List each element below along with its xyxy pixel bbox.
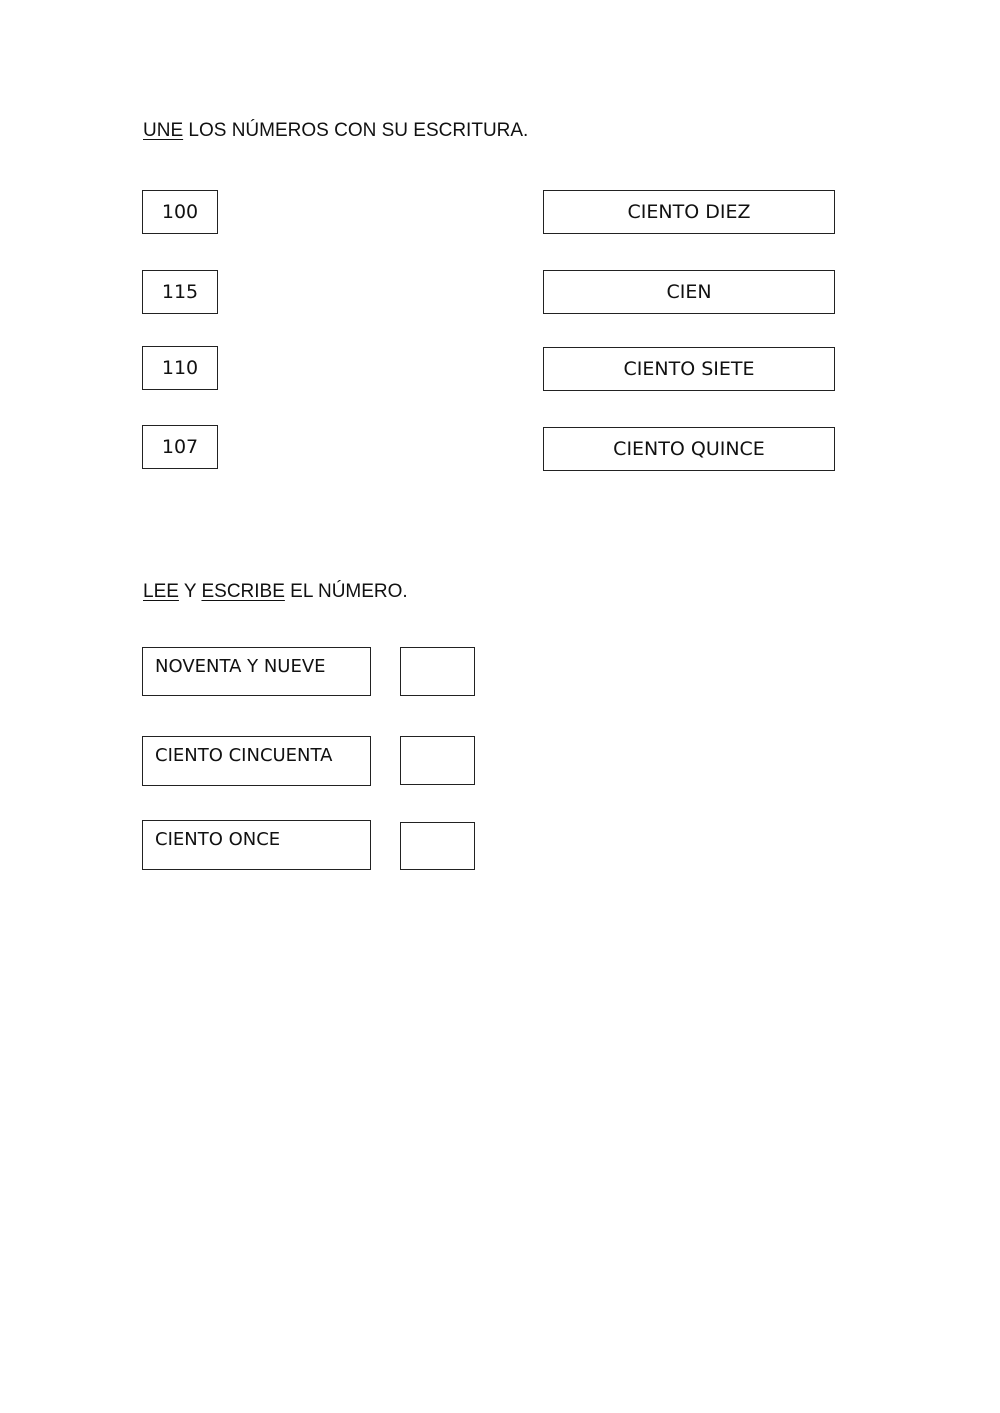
instruction-verb-lee: LEE — [143, 581, 179, 602]
match-instruction — [143, 120, 528, 142]
number-box-4[interactable]: 107 — [142, 425, 218, 469]
word-box-1[interactable]: CIENTO DIEZ — [543, 190, 835, 234]
instruction-connector: Y — [178, 581, 202, 602]
instruction-verb-une: UNE — [143, 120, 184, 141]
word-box-4[interactable]: CIENTO QUINCE — [543, 427, 835, 471]
answer-box-1[interactable] — [400, 647, 475, 696]
instruction-text: EL NÚMERO. — [284, 581, 408, 602]
instruction-verb-escribe: ESCRIBE — [201, 581, 285, 602]
answer-box-2[interactable] — [400, 736, 475, 785]
instruction-text: LOS NÚMEROS CON SU ESCRITURA. — [183, 120, 529, 141]
word-prompt-1: NOVENTA Y NUEVE — [142, 647, 371, 696]
word-prompt-3: CIENTO ONCE — [142, 820, 371, 870]
answer-box-3[interactable] — [400, 822, 475, 870]
word-prompt-2: CIENTO CINCUENTA — [142, 736, 371, 786]
number-box-3[interactable]: 110 — [142, 346, 218, 390]
number-box-1[interactable]: 100 — [142, 190, 218, 234]
word-box-2[interactable]: CIEN — [543, 270, 835, 314]
word-box-3[interactable]: CIENTO SIETE — [543, 347, 835, 391]
number-box-2[interactable]: 115 — [142, 270, 218, 314]
write-instruction — [143, 581, 408, 603]
